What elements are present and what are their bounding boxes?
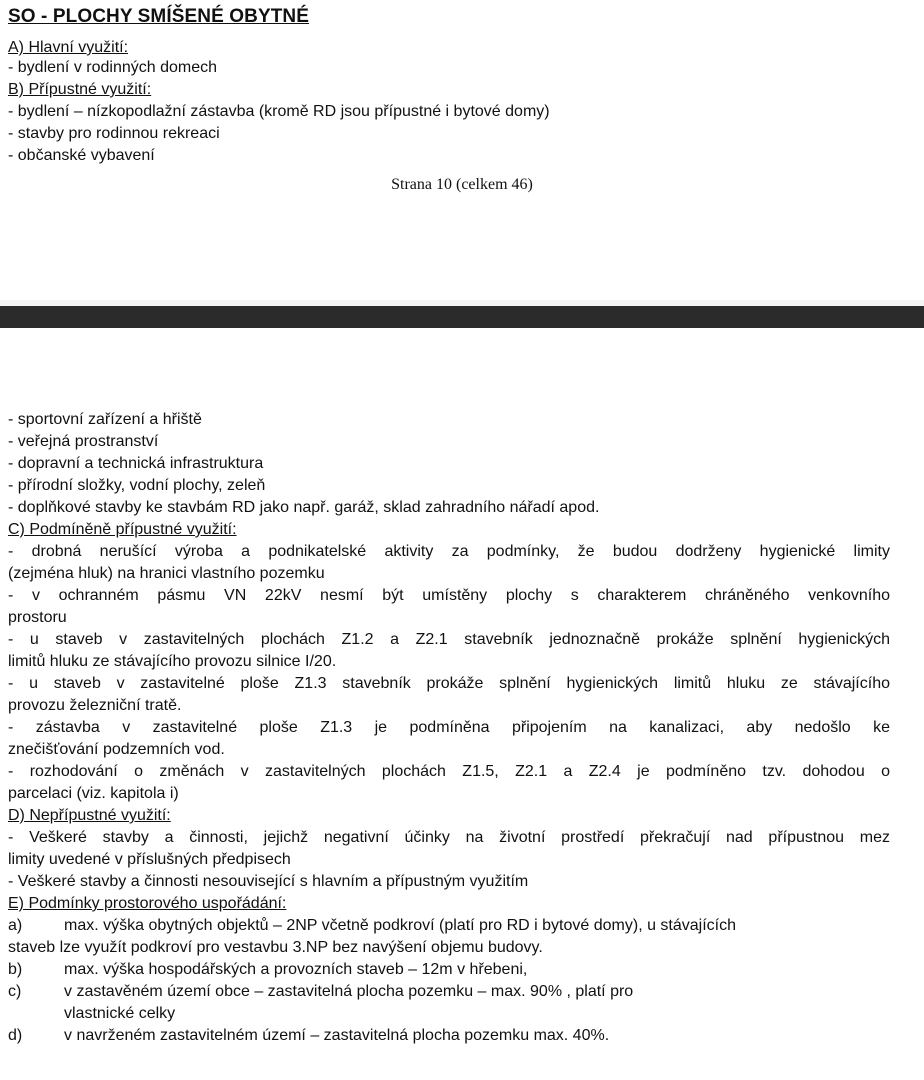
item-text: max. výška obytných objektů – 2NP včetně podkroví (platí pro RD i bytové domy), u stávajících <box>64 917 737 934</box>
list-item <box>8 982 633 1002</box>
list-item: - přírodní složky, vodní plochy, zeleň <box>8 477 266 494</box>
text-line: - u staveb v zastavitelných plochách Z1.2 a Z2.1 stavebník jednoznačně prokáže splnění hygienických <box>8 631 890 648</box>
heading-spatial-conditions: E) Podmínky prostorového uspořádání: <box>8 895 287 912</box>
list-item: - veřejná prostranství <box>8 433 159 450</box>
text-line: provozu železniční tratě. <box>8 697 182 714</box>
page-10 <box>0 0 924 300</box>
text-line: - u staveb v zastavitelné ploše Z1.3 stavebník prokáže splnění hygienických limitů hluku ze stávajícího <box>8 675 890 692</box>
text-line: (zejména hluk) na hranici vlastního pozemku <box>8 565 325 582</box>
text-line: - zástavba v zastavitelné ploše Z1.3 je podmíněna připojením na kanalizaci, aby nedošlo ke <box>8 719 890 736</box>
page-11 <box>0 328 924 1080</box>
item-label: c) <box>8 983 22 1000</box>
list-item: - stavby pro rodinnou rekreaci <box>8 125 220 142</box>
list-item: - bydlení – nízkopodlažní zástavba (kromě RD jsou přípustné i bytové domy) <box>8 103 550 120</box>
list-item: - občanské vybavení <box>8 147 155 164</box>
text-line: znečišťování podzemních vod. <box>8 741 225 758</box>
list-item: - bydlení v rodinných domech <box>8 59 217 76</box>
list-item <box>8 1026 609 1046</box>
page-separator <box>0 306 924 328</box>
heading-prohibited-use: D) Nepřípustné využití: <box>8 807 171 824</box>
text-line: parcelaci (viz. kapitola i) <box>8 785 179 802</box>
heading-conditional-use: C) Podmíněně přípustné využití: <box>8 521 237 538</box>
item-label: a) <box>8 917 23 934</box>
text-line: vlastnické celky <box>64 1005 176 1022</box>
item-label: d) <box>8 1027 23 1044</box>
list-item: - dopravní a technická infrastruktura <box>8 455 264 472</box>
item-label: b) <box>8 961 23 978</box>
heading-permitted-use: B) Přípustné využití: <box>8 81 152 98</box>
heading-main-use: A) Hlavní využití: <box>8 39 129 56</box>
item-text: v navrženém zastavitelném území – zastavitelná plocha pozemku max. 40%. <box>64 1027 610 1044</box>
page-footer: Strana 10 (celkem 46) <box>391 176 533 193</box>
page-title: SO - PLOCHY SMÍŠENÉ OBYTNÉ <box>8 6 310 27</box>
text-line: prostoru <box>8 609 67 626</box>
text-line: - rozhodování o změnách v zastavitelných plochách Z1.5, Z2.1 a Z2.4 je podmíněno tzv. dohodou o <box>8 763 890 780</box>
text-line: limitů hluku ze stávajícího provozu silnice I/20. <box>8 653 337 670</box>
text-line: - Veškeré stavby a činnosti nesouvisející s hlavním a přípustným využitím <box>8 873 529 890</box>
item-text: max. výška hospodářských a provozních staveb – 12m v hřebeni, <box>64 961 528 978</box>
text-line: - drobná nerušící výroba a podnikatelské aktivity za podmínky, že budou dodrženy hygienické limity <box>8 543 890 560</box>
list-item <box>8 960 527 980</box>
text-line: - v ochranném pásmu VN 22kV nesmí být umístěny plochy s charakterem chráněného venkovního <box>8 587 890 604</box>
text-line: staveb lze využít podkroví pro vestavbu 3.NP bez navýšení objemu budovy. <box>8 939 543 956</box>
list-item <box>8 916 736 936</box>
text-line: - Veškeré stavby a činnosti, jejichž negativní účinky na životní prostředí překračují nad přípustnou mez <box>8 829 890 846</box>
list-item: - sportovní zařízení a hřiště <box>8 411 202 428</box>
list-item: - doplňkové stavby ke stavbám RD jako např. garáž, sklad zahradního nářadí apod. <box>8 499 600 516</box>
item-text: v zastavěném území obce – zastavitelná plocha pozemku – max. 90% , platí pro <box>64 983 634 1000</box>
text-line: limity uvedené v příslušných předpisech <box>8 851 291 868</box>
